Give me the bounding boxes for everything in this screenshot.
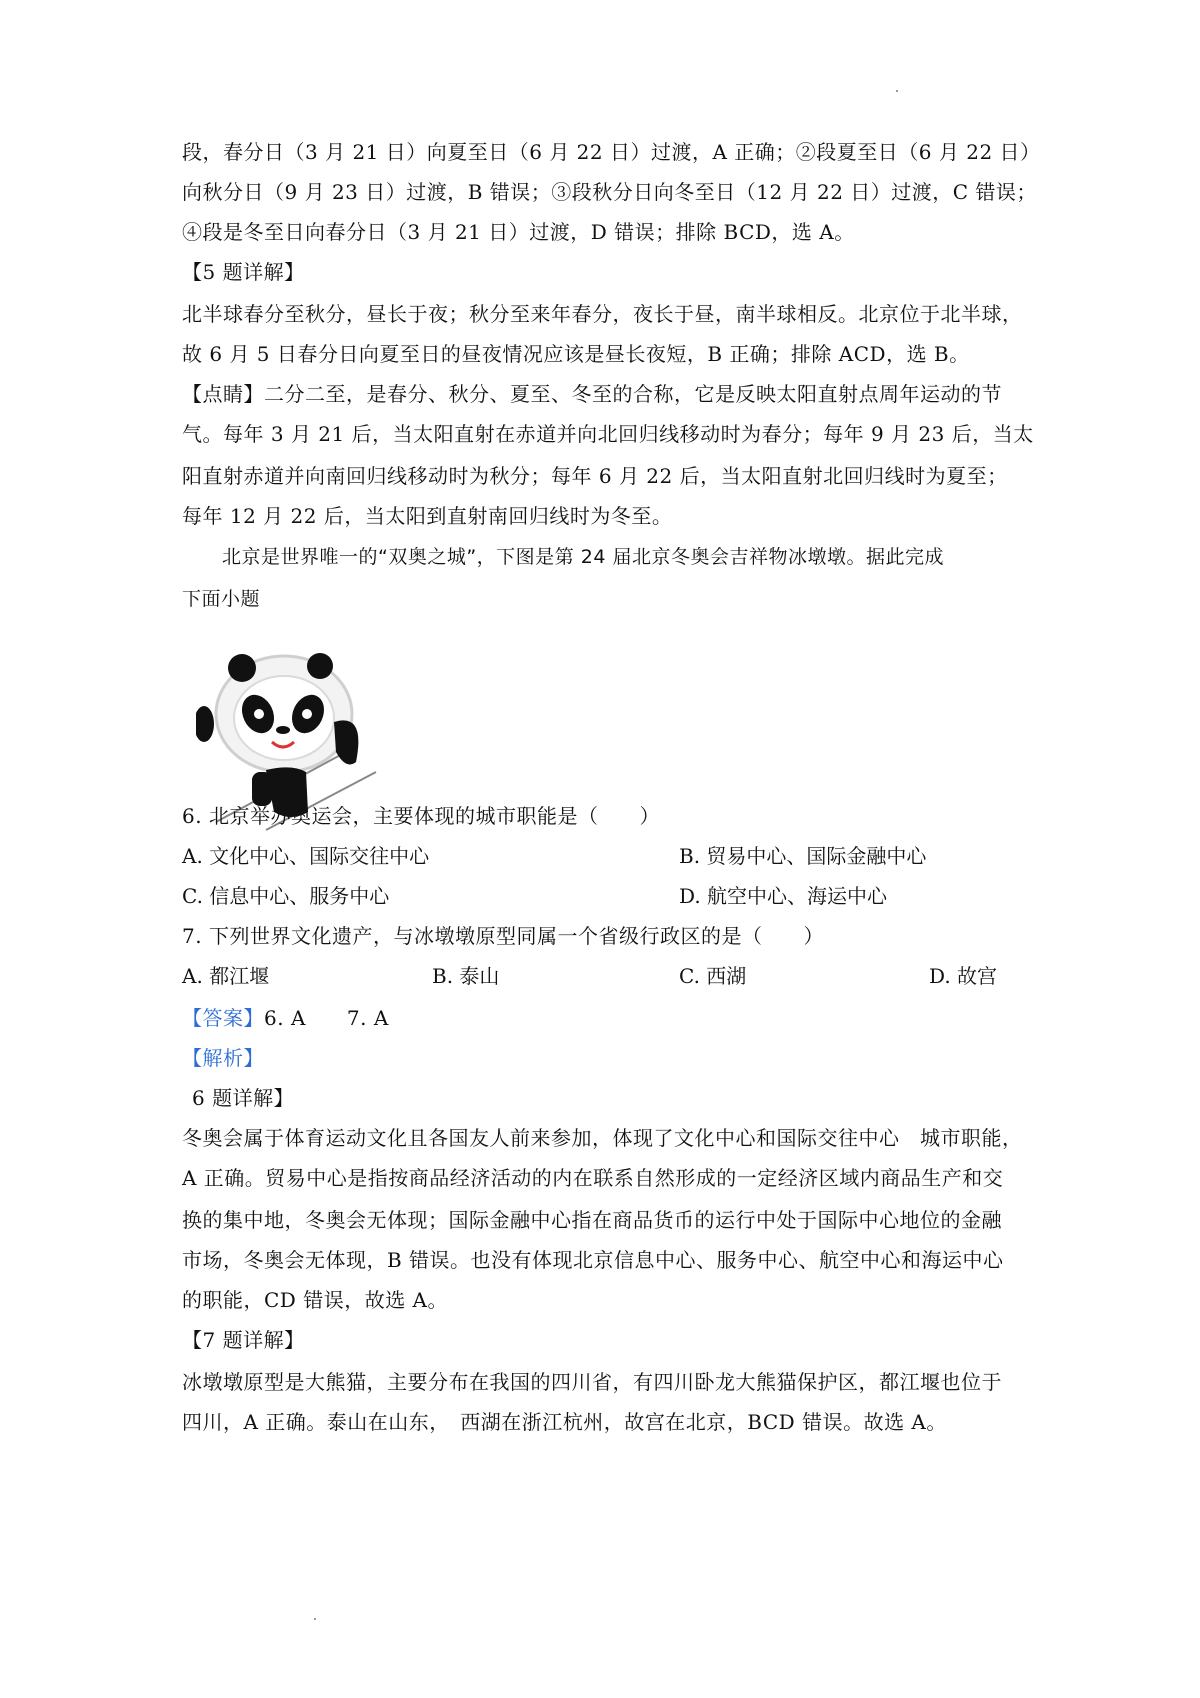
para-line: 市场，冬奥会无体现，B 错误。也没有体现北京信息中心、服务中心、航空中心和海运中心	[182, 1248, 1004, 1272]
q7-option-c: C. 西湖	[679, 964, 747, 988]
section-heading-q6: 6 题详解】	[192, 1086, 295, 1110]
analysis-label: 【解析】	[182, 1046, 264, 1070]
q6-option-b: B. 贸易中心、国际金融中心	[679, 844, 927, 868]
dianjing-line: 每年 12 月 22 后，当太阳到直射南回归线时为冬至。	[182, 504, 673, 528]
dianjing-line: 气。每年 3 月 21 后，当太阳直射在赤道并向北回归线移动时为春分；每年 9 月 23 后，当太	[182, 422, 1034, 446]
scan-speck	[314, 1618, 316, 1620]
section-heading-q7: 【7 题详解】	[182, 1328, 305, 1352]
q6-option-d: D. 航空中心、海运中心	[679, 884, 888, 908]
q7-option-b: B. 泰山	[432, 964, 500, 988]
para-line: 换的集中地，冬奥会无体现；国际金融中心指在商品货币的运行中处于国际中心地位的金融	[182, 1208, 1002, 1232]
answer-value: 6. A 7. A	[264, 1006, 389, 1030]
intro-line: 下面小题	[182, 588, 261, 610]
answer-label: 【答案】	[182, 1006, 264, 1030]
para-line: 冬奥会属于体育运动文化且各国友人前来参加，体现了文化中心和国际交往中心 城市职能，	[182, 1126, 1023, 1150]
para-line: 故 6 月 5 日春分日向夏至日的昼夜情况应该是昼长夜短，B 正确；排除 ACD，选 B。	[182, 342, 970, 366]
para-line: 的职能，CD 错误，故选 A。	[182, 1288, 448, 1312]
q7-option-a: A. 都江堰	[182, 964, 270, 988]
question-7-stem: 7. 下列世界文化遗产，与冰墩墩原型同属一个省级行政区的是（ ）	[182, 924, 824, 948]
scan-speck	[896, 90, 898, 92]
q6-option-a: A. 文化中心、国际交往中心	[182, 844, 430, 868]
para-line: 段，春分日（3 月 21 日）向夏至日（6 月 22 日）过渡，A 正确；②段夏至日（6 月 22 日）	[182, 140, 1041, 164]
answer-row	[182, 1002, 389, 1031]
q6-option-c: C. 信息中心、服务中心	[182, 884, 390, 908]
para-line: 四川，A 正确。泰山在山东， 西湖在浙江杭州，故宫在北京，BCD 错误。故选 A。	[182, 1410, 947, 1434]
dianjing-line: 【点睛】二分二至，是春分、秋分、夏至、冬至的合称，它是反映太阳直射点周年运动的节	[182, 382, 1002, 406]
section-heading-q5: 【5 题详解】	[182, 260, 305, 284]
para-line: 北半球春分至秋分，昼长于夜；秋分至来年春分，夜长于昼，南半球相反。北京位于北半球，	[182, 302, 1023, 326]
dianjing-line: 阳直射赤道并向南回归线移动时为秋分；每年 6 月 22 后，当太阳直射北回归线时为夏至；	[182, 464, 1008, 488]
para-line: 向秋分日（9 月 23 日）过渡，B 错误；③段秋分日向冬至日（12 月 22 日）过渡，C 错误；	[182, 180, 1037, 204]
intro-line: 北京是世界唯一的“双奥之城”，下图是第 24 届北京冬奥会吉祥物冰墩墩。据此完成	[222, 546, 944, 568]
para-line: A 正确。贸易中心是指按商品经济活动的内在联系自然形成的一定经济区域内商品生产和交	[182, 1166, 1004, 1190]
para-line: ④段是冬至日向春分日（3 月 21 日）过渡，D 错误；排除 BCD，选 A。	[182, 220, 855, 244]
para-line: 冰墩墩原型是大熊猫，主要分布在我国的四川省，有四川卧龙大熊猫保护区，都江堰也位于	[182, 1370, 1002, 1394]
question-6-stem: 6. 北京举办奥运会，主要体现的城市职能是（ ）	[182, 804, 660, 828]
q7-option-d: D. 故宫	[929, 964, 998, 988]
